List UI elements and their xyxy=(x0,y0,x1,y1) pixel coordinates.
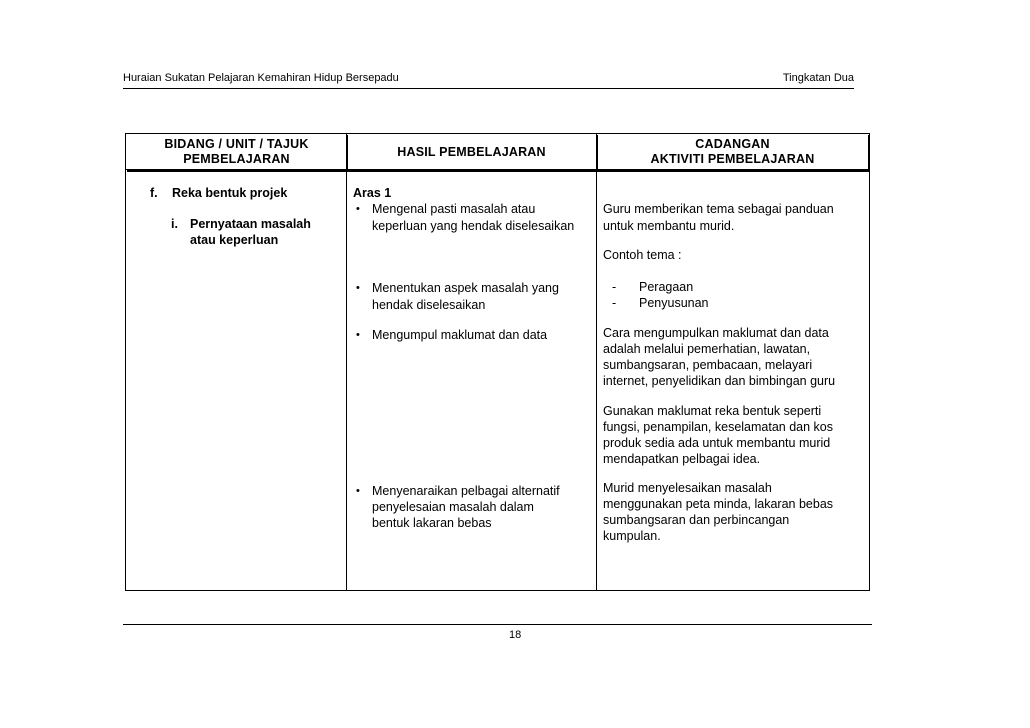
outcome-1-line2: keperluan yang hendak diselesaikan xyxy=(372,219,575,233)
outcome-1-line1: Mengenal pasti masalah atau xyxy=(372,202,536,216)
activity-2-line4: internet, penyelidikan dan bimbingan guru xyxy=(603,374,836,388)
theme-examples-label: Contoh tema : xyxy=(603,248,682,262)
footer-rule xyxy=(123,624,872,625)
activity-2-line3: sumbangsaran, pembacaan, melayari xyxy=(603,358,813,372)
dash-marker: - xyxy=(612,280,617,294)
theme-1: Peragaan xyxy=(639,280,694,294)
running-header-form: Tingkatan Dua xyxy=(782,72,854,84)
bullet-icon: • xyxy=(356,485,360,497)
outcome-2-line1: Menentukan aspek masalah yang xyxy=(372,281,559,295)
outcome-4-line3: bentuk lakaran bebas xyxy=(372,516,492,530)
activity-3-line4: mendapatkan pelbagai idea. xyxy=(603,452,761,466)
subtopic-label-line2: atau keperluan xyxy=(190,233,279,247)
activity-3-line3: produk sedia ada untuk membantu murid xyxy=(603,436,831,450)
header-col-activities-line1: CADANGAN xyxy=(695,137,770,151)
subtopic-label-line1: Pernyataan masalah xyxy=(190,217,311,231)
dash-marker: - xyxy=(612,296,617,310)
header-col-topic-line2: PEMBELAJARAN xyxy=(183,152,290,166)
header-shadow-3 xyxy=(868,135,870,171)
outcome-3-line1: Mengumpul maklumat dan data xyxy=(372,328,548,342)
topic-label: Reka bentuk projek xyxy=(172,186,288,200)
activity-1-line2: untuk membantu murid. xyxy=(603,219,735,233)
activity-3-line1: Gunakan maklumat reka bentuk seperti xyxy=(603,404,822,418)
activity-2-line2: adalah melalui pemerhatian, lawatan, xyxy=(603,342,811,356)
activity-4-line1: Murid menyelesaikan masalah xyxy=(603,481,772,495)
bullet-icon: • xyxy=(356,203,360,215)
activity-3-line2: fungsi, penampilan, keselamatan dan kos xyxy=(603,420,834,434)
outcome-4-line1: Menyenaraikan pelbagai alternatif xyxy=(372,484,560,498)
header-col-topic xyxy=(127,137,346,167)
activity-4-line4: kumpulan. xyxy=(603,529,661,543)
header-rule xyxy=(123,88,854,89)
topic-marker: f. xyxy=(150,186,158,200)
running-header-title: Huraian Sukatan Pelajaran Kemahiran Hidup Bersepadu xyxy=(123,72,399,84)
theme-2: Penyusunan xyxy=(639,296,709,310)
column-divider-1 xyxy=(346,133,347,591)
level-heading: Aras 1 xyxy=(353,186,392,200)
bullet-icon: • xyxy=(356,329,360,341)
activity-4-line3: sumbangsaran dan perbincangan xyxy=(603,513,790,527)
outcome-4-line2: penyelesaian masalah dalam xyxy=(372,500,534,514)
outcome-2-line2: hendak diselesaikan xyxy=(372,298,486,312)
bullet-icon: • xyxy=(356,282,360,294)
activity-2-line1: Cara mengumpulkan maklumat dan data xyxy=(603,326,829,340)
header-col-activities-line2: AKTIVITI PEMBELAJARAN xyxy=(650,152,815,166)
activity-4-line2: menggunakan peta minda, lakaran bebas xyxy=(603,497,834,511)
column-divider-2 xyxy=(596,133,597,591)
activity-1-line1: Guru memberikan tema sebagai panduan xyxy=(603,202,834,216)
header-shadow-bottom xyxy=(127,170,870,172)
page-number: 18 xyxy=(509,629,522,641)
subtopic-marker: i. xyxy=(171,217,178,231)
header-col-outcomes: HASIL PEMBELAJARAN xyxy=(397,145,546,159)
header-col-activities xyxy=(597,137,868,167)
header-col-topic-line1: BIDANG / UNIT / TAJUK xyxy=(164,137,309,151)
